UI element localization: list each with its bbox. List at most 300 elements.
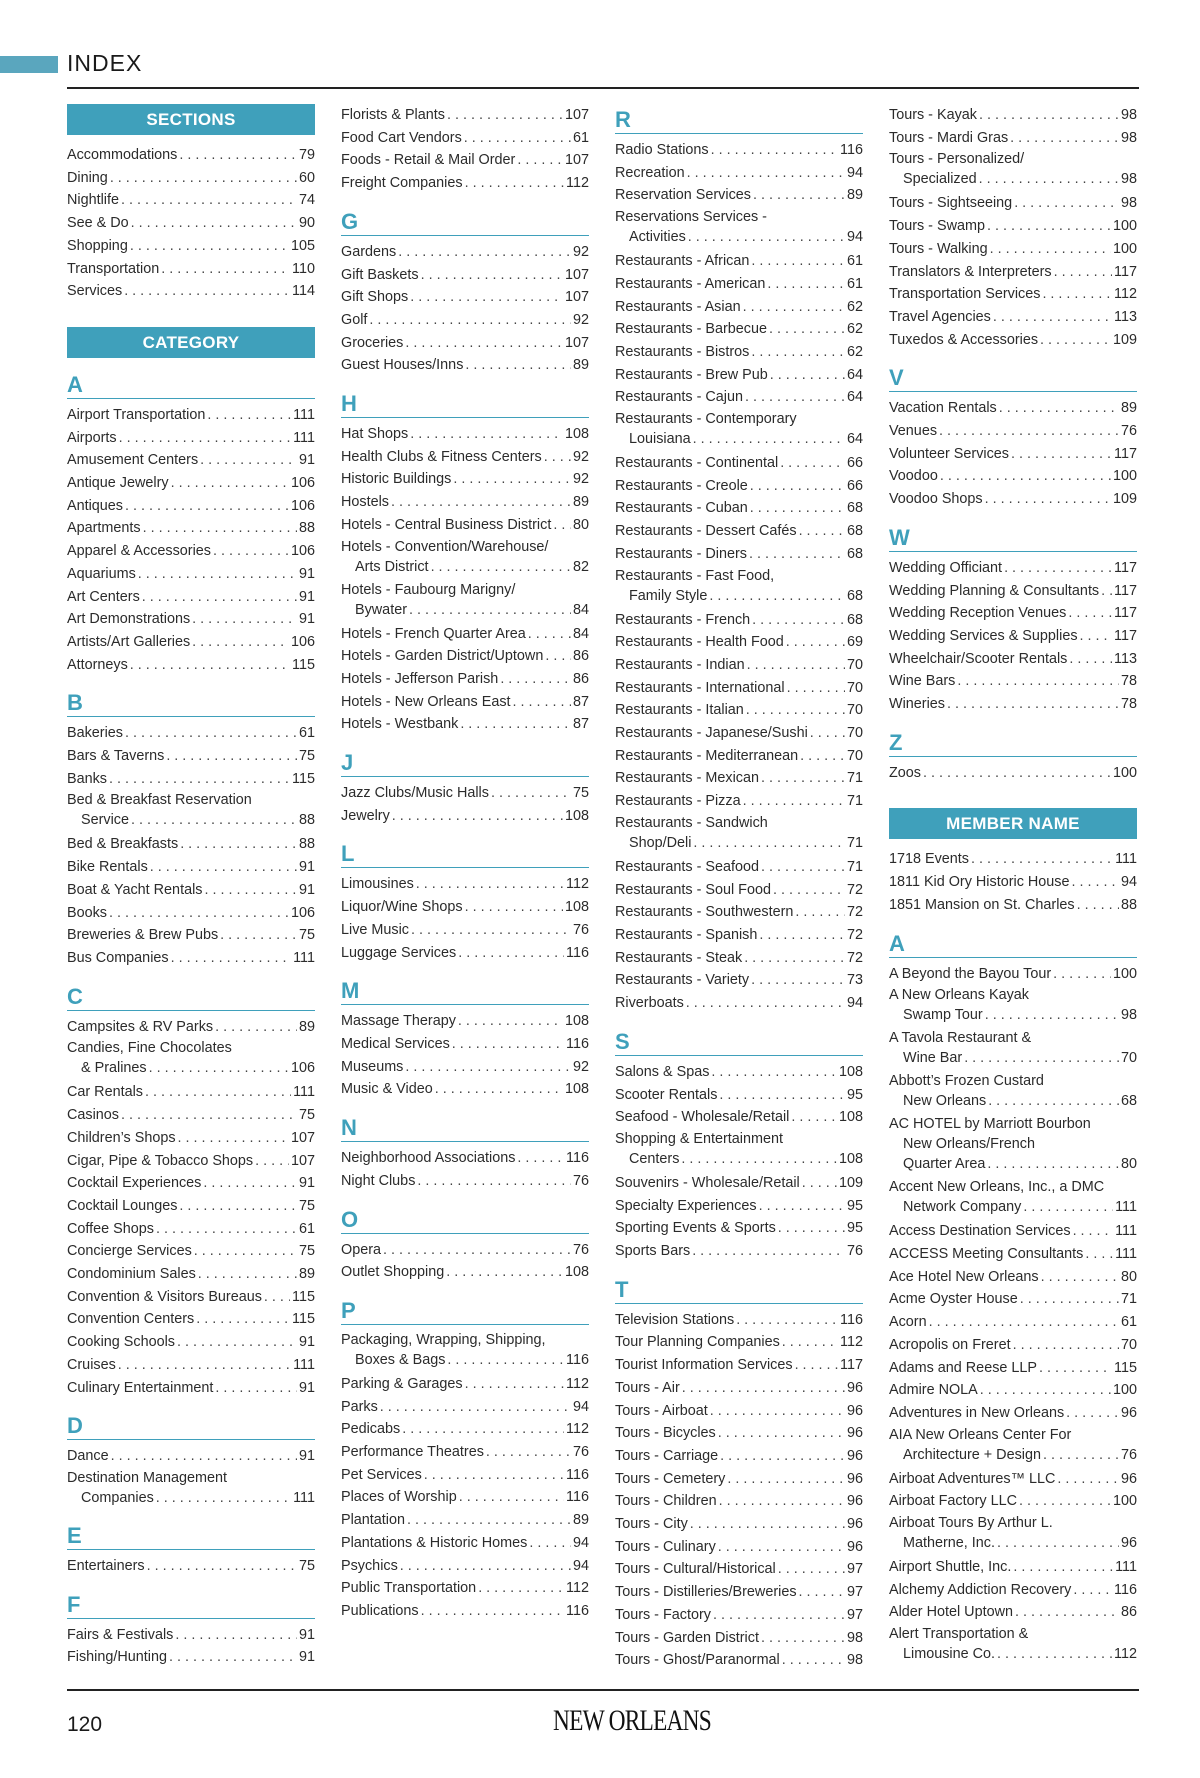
leader-dots xyxy=(118,1354,291,1377)
leader-dots xyxy=(751,969,845,992)
entry-name: Bars & Taverns xyxy=(67,748,165,765)
leader-dots xyxy=(744,947,845,970)
entry-name: Restaurants - Variety xyxy=(615,972,750,989)
entry-page: 105 xyxy=(290,237,315,254)
entry-name: Restaurants - Fast Food, xyxy=(615,567,775,584)
index-entry xyxy=(67,1263,315,1286)
letter-heading: N xyxy=(341,1114,589,1142)
leader-dots xyxy=(121,1104,297,1127)
index-entry xyxy=(615,1106,863,1129)
leader-dots xyxy=(1039,1357,1112,1380)
index-entry xyxy=(889,871,1137,894)
index-entry xyxy=(889,1468,1137,1491)
index-entry xyxy=(341,241,589,264)
entry-name: Neighborhood Associations xyxy=(341,1150,516,1167)
entry-name: A Tavola Restaurant & xyxy=(889,1030,1032,1047)
index-entry-multiline xyxy=(889,1624,1137,1665)
leader-dots xyxy=(1053,963,1111,986)
entry-page: 117 xyxy=(840,1357,863,1374)
index-entry xyxy=(615,722,863,745)
index-entry xyxy=(615,1149,863,1170)
entry-page: 108 xyxy=(838,1150,863,1167)
leader-dots xyxy=(178,1127,289,1150)
leader-dots xyxy=(782,1649,845,1672)
entry-name: Cooking Schools xyxy=(67,1334,175,1351)
entry-name: Tour Planning Companies xyxy=(615,1334,780,1351)
entry-page: 71 xyxy=(846,858,863,875)
entry-name: Hotels - Convention/Warehouse/ xyxy=(341,538,549,555)
entry-name: Tours - Ghost/Paranormal xyxy=(615,1652,780,1669)
leader-dots xyxy=(1073,1579,1112,1602)
entry-page: 61 xyxy=(298,725,315,742)
entry-page: 98 xyxy=(1120,1007,1137,1024)
leader-dots xyxy=(720,1445,845,1468)
leader-dots xyxy=(465,172,564,195)
leader-dots xyxy=(997,1644,1112,1665)
entry-name: Limousine Co. xyxy=(903,1646,995,1663)
leader-dots xyxy=(750,497,845,520)
letter-heading: F xyxy=(67,1591,315,1619)
entry-name: Wedding Services & Supplies xyxy=(889,627,1078,644)
entry-page: 94 xyxy=(572,1534,589,1551)
entry-name: Amusement Centers xyxy=(67,452,199,469)
entry-name: Shopping xyxy=(67,237,128,254)
entry-name: Tours - Distilleries/Breweries xyxy=(615,1584,797,1601)
entry-page: 91 xyxy=(298,1626,315,1643)
entry-name: Public Transportation xyxy=(341,1580,477,1597)
leader-dots xyxy=(923,762,1111,785)
entry-name: Entertainers xyxy=(67,1557,145,1574)
index-entry xyxy=(67,1646,315,1669)
letter-heading: S xyxy=(615,1028,863,1056)
index-entry xyxy=(615,1468,863,1491)
index-entry xyxy=(341,1056,589,1079)
entry-page: 113 xyxy=(1114,308,1137,325)
entry-name: Airport Shuttle, Inc. xyxy=(889,1559,1012,1576)
index-entry xyxy=(615,992,863,1015)
entry-name: Wedding Reception Venues xyxy=(889,605,1067,622)
index-entry xyxy=(67,517,315,540)
leader-dots xyxy=(786,631,845,654)
index-entry xyxy=(615,296,863,319)
index-entry-multiline xyxy=(615,207,863,248)
leader-dots xyxy=(999,397,1119,420)
entry-name: Apparel & Accessories xyxy=(67,543,211,560)
entry-name: Children’s Shops xyxy=(67,1129,176,1146)
letter-heading: M xyxy=(341,977,589,1005)
leader-dots xyxy=(800,745,845,768)
index-entry xyxy=(615,745,863,768)
index-entry xyxy=(615,609,863,632)
leader-dots xyxy=(446,1261,563,1284)
entry-page: 82 xyxy=(572,558,589,575)
entry-name: Hostels xyxy=(341,494,389,511)
entry-page: 96 xyxy=(1120,1470,1137,1487)
entry-name: Services xyxy=(67,283,123,300)
entry-page: 75 xyxy=(572,785,589,802)
leader-dots xyxy=(109,768,290,791)
leader-dots xyxy=(424,1464,564,1487)
entry-page: 100 xyxy=(1112,218,1137,235)
leader-dots xyxy=(799,520,845,543)
entry-page: 75 xyxy=(298,1557,315,1574)
leader-dots xyxy=(110,167,297,190)
index-entry xyxy=(615,833,863,854)
leader-dots xyxy=(1013,1334,1119,1357)
entry-name: Tourist Information Services xyxy=(615,1357,793,1374)
leader-dots xyxy=(778,1558,845,1581)
entry-name: Shop/Deli xyxy=(629,834,692,851)
entry-name: Restaurants - Mediterranean xyxy=(615,747,799,764)
entry-page: 112 xyxy=(566,1375,589,1392)
leader-dots xyxy=(988,1091,1119,1112)
index-entry xyxy=(67,1488,315,1509)
entry-name: Restaurants - Mexican xyxy=(615,770,759,787)
entry-page: 71 xyxy=(846,770,863,787)
entry-page: 106 xyxy=(290,904,315,921)
index-entry xyxy=(67,654,315,677)
index-entry xyxy=(67,1331,315,1354)
entry-name: Zoos xyxy=(889,764,921,781)
leader-dots xyxy=(749,543,845,566)
entry-page: 108 xyxy=(564,1013,589,1030)
leader-dots xyxy=(166,745,297,768)
leader-dots xyxy=(693,429,845,450)
leader-dots xyxy=(746,699,845,722)
entry-page: 70 xyxy=(1120,1050,1137,1067)
entry-page: 68 xyxy=(846,545,863,562)
entry-page: 113 xyxy=(1114,650,1137,667)
leader-dots xyxy=(198,1263,297,1286)
leader-dots xyxy=(719,1490,845,1513)
entry-page: 109 xyxy=(838,1174,863,1191)
leader-dots xyxy=(156,1218,297,1241)
leader-dots xyxy=(778,1217,845,1240)
entry-name: Coffee Shops xyxy=(67,1220,154,1237)
leader-dots xyxy=(380,1396,571,1419)
index-entry xyxy=(341,468,589,491)
index-entry xyxy=(615,184,863,207)
index-entry xyxy=(341,332,589,355)
entry-name: Tours - Cemetery xyxy=(615,1470,726,1487)
leader-dots xyxy=(131,212,297,235)
entry-page: 62 xyxy=(846,343,863,360)
index-entry-multiline xyxy=(341,580,589,621)
index-entry xyxy=(615,429,863,450)
index-entry xyxy=(889,127,1137,150)
index-entry xyxy=(341,942,589,965)
entry-page: 112 xyxy=(566,175,589,192)
entry-name: Tours - Personalized/ xyxy=(889,151,1025,168)
index-entry xyxy=(67,1445,315,1468)
entry-page: 117 xyxy=(1114,263,1137,280)
entry-name: Banks xyxy=(67,770,107,787)
index-entry xyxy=(615,1445,863,1468)
leader-dots xyxy=(125,722,297,745)
index-entry xyxy=(615,475,863,498)
entry-name: Live Music xyxy=(341,921,409,938)
entry-page: 89 xyxy=(1120,400,1137,417)
index-entry-multiline xyxy=(889,1114,1137,1175)
index-entry xyxy=(615,520,863,543)
entry-name: Aquariums xyxy=(67,565,136,582)
leader-dots xyxy=(743,296,845,319)
leader-dots xyxy=(124,280,290,303)
entry-page: 66 xyxy=(846,477,863,494)
letter-heading: E xyxy=(67,1522,315,1550)
index-entry xyxy=(341,1078,589,1101)
entry-name: Centers xyxy=(629,1150,680,1167)
leader-dots xyxy=(478,1577,564,1600)
leader-dots xyxy=(452,1033,564,1056)
index-entry xyxy=(615,586,863,607)
entry-page: 116 xyxy=(566,1602,589,1619)
leader-dots xyxy=(431,557,571,578)
index-entry xyxy=(615,1240,863,1263)
leader-dots xyxy=(1069,648,1112,671)
entry-name: Restaurants - American xyxy=(615,275,766,292)
index-entry xyxy=(341,805,589,828)
entry-name: Fairs & Festivals xyxy=(67,1626,174,1643)
entry-page: 76 xyxy=(572,1241,589,1258)
leader-dots xyxy=(447,1350,564,1371)
entry-page: 116 xyxy=(566,1466,589,1483)
index-entry xyxy=(67,902,315,925)
entry-name: Cocktail Experiences xyxy=(67,1175,202,1192)
index-entry xyxy=(67,833,315,856)
entry-name: Bus Companies xyxy=(67,949,169,966)
leader-dots xyxy=(971,848,1113,871)
index-entry xyxy=(889,192,1137,215)
leader-dots xyxy=(686,992,845,1015)
entry-page: 95 xyxy=(846,1086,863,1103)
entry-name: Wedding Officiant xyxy=(889,559,1003,576)
entry-name-cont: New Orleans/French xyxy=(903,1136,1035,1153)
index-entry xyxy=(67,472,315,495)
leader-dots xyxy=(465,1373,564,1396)
entry-name: Recreation xyxy=(615,164,685,181)
leader-dots xyxy=(1043,1445,1119,1466)
leader-dots xyxy=(761,1627,845,1650)
leader-dots xyxy=(987,1154,1119,1175)
leader-dots xyxy=(719,1084,845,1107)
index-entry xyxy=(615,364,863,387)
leader-dots xyxy=(150,856,297,879)
entry-page: 97 xyxy=(846,1584,863,1601)
leader-dots xyxy=(770,364,845,387)
index-column-3 xyxy=(615,104,863,1672)
entry-page: 94 xyxy=(572,1557,589,1574)
index-entry xyxy=(67,1286,315,1309)
entry-page: 108 xyxy=(564,426,589,443)
entry-page: 96 xyxy=(1120,1535,1137,1552)
entry-page: 112 xyxy=(566,1421,589,1438)
entry-name: Night Clubs xyxy=(341,1172,416,1189)
entry-name: Acme Oyster House xyxy=(889,1291,1018,1308)
leader-dots xyxy=(787,677,845,700)
entry-page: 92 xyxy=(572,471,589,488)
index-entry-multiline xyxy=(67,790,315,831)
leader-dots xyxy=(200,449,297,472)
index-entry xyxy=(341,104,589,127)
leader-dots xyxy=(681,1149,837,1170)
leader-dots xyxy=(727,1468,845,1491)
entry-page: 112 xyxy=(840,1334,863,1351)
entry-page: 98 xyxy=(846,1652,863,1669)
entry-name: Hotels - Faubourg Marigny/ xyxy=(341,581,516,598)
index-entry xyxy=(341,645,589,668)
entry-name: Medical Services xyxy=(341,1035,450,1052)
entry-name: Apartments xyxy=(67,520,141,537)
entry-name: Airboat Adventures™ LLC xyxy=(889,1470,1056,1487)
entry-page: 91 xyxy=(298,611,315,628)
leader-dots xyxy=(711,139,838,162)
entry-name: Vacation Rentals xyxy=(889,400,997,417)
leader-dots xyxy=(255,1150,289,1173)
entry-name: Florists & Plants xyxy=(341,107,445,123)
leader-dots xyxy=(1068,602,1112,625)
entry-name: Fishing/Hunting xyxy=(67,1649,167,1666)
index-entry xyxy=(615,1084,863,1107)
entry-page: 107 xyxy=(564,334,589,351)
entry-name: Historic Buildings xyxy=(341,471,452,488)
leader-dots xyxy=(460,713,571,736)
letter-heading: W xyxy=(889,524,1137,552)
entry-page: 76 xyxy=(572,1444,589,1461)
entry-name: Packaging, Wrapping, Shipping, xyxy=(341,1331,546,1348)
entry-name: Restaurants - Southwestern xyxy=(615,904,794,921)
entry-name: Groceries xyxy=(341,334,404,351)
entry-name: Pet Services xyxy=(341,1466,422,1483)
index-entry xyxy=(67,1624,315,1647)
index-entry xyxy=(889,215,1137,238)
entry-name: Car Rentals xyxy=(67,1084,143,1101)
entry-name: Dance xyxy=(67,1448,109,1465)
leader-dots xyxy=(769,318,845,341)
index-entry xyxy=(615,1604,863,1627)
header-rule xyxy=(67,87,1139,89)
index-entry xyxy=(67,631,315,654)
entry-name: Plantations & Historic Homes xyxy=(341,1534,528,1551)
leader-dots xyxy=(690,1513,845,1536)
letter-heading: V xyxy=(889,364,1137,392)
entry-page: 71 xyxy=(846,834,863,851)
leader-dots xyxy=(718,1536,845,1559)
leader-dots xyxy=(964,1048,1119,1069)
entry-name: Tours - Garden District xyxy=(615,1629,759,1646)
index-entry-multiline xyxy=(341,1330,589,1371)
entry-page: 116 xyxy=(1114,1581,1137,1598)
entry-page: 70 xyxy=(846,656,863,673)
entry-name: Gardens xyxy=(341,243,397,260)
entry-name: Convention & Visitors Bureaus xyxy=(67,1288,262,1305)
entry-page: 92 xyxy=(572,311,589,328)
leader-dots xyxy=(500,668,571,691)
index-entry xyxy=(615,1627,863,1650)
leader-dots xyxy=(121,189,297,212)
entry-page: 111 xyxy=(1115,1245,1137,1262)
index-entry xyxy=(67,1377,315,1400)
leader-dots xyxy=(993,306,1112,329)
index-entry xyxy=(341,1033,589,1056)
entry-name: Limousines xyxy=(341,876,414,893)
index-entry xyxy=(889,1154,1137,1175)
leader-dots xyxy=(402,1418,564,1441)
index-entry-multiline xyxy=(67,1038,315,1079)
index-entry xyxy=(615,924,863,947)
entry-name: Tours - Airboat xyxy=(615,1402,708,1419)
index-entry xyxy=(615,497,863,520)
entry-name: Restaurants - Sandwich xyxy=(615,814,768,831)
entry-page: 68 xyxy=(846,611,863,628)
entry-page: 109 xyxy=(1112,491,1137,508)
entry-page: 72 xyxy=(846,926,863,943)
entry-name: Health Clubs & Fitness Centers xyxy=(341,448,542,465)
entry-name: Restaurants - African xyxy=(615,253,750,270)
entry-page: 117 xyxy=(1114,582,1137,599)
entry-page: 100 xyxy=(1112,965,1137,982)
index-entry-multiline xyxy=(67,1468,315,1509)
entry-name: Foods - Retail & Mail Order xyxy=(341,152,516,169)
leader-dots xyxy=(1014,192,1119,215)
entry-name: Guest Houses/Inns xyxy=(341,357,464,374)
leader-dots xyxy=(458,1010,563,1033)
entry-page: 94 xyxy=(846,164,863,181)
index-entry xyxy=(615,139,863,162)
entry-page: 70 xyxy=(846,679,863,696)
entry-page: 112 xyxy=(1114,1646,1137,1663)
index-entry xyxy=(67,1240,315,1263)
entry-page: 70 xyxy=(846,747,863,764)
entry-page: 87 xyxy=(572,716,589,733)
index-entry xyxy=(889,420,1137,443)
letter-heading: C xyxy=(67,983,315,1011)
entry-page: 100 xyxy=(1112,764,1137,781)
entry-page: 96 xyxy=(846,1402,863,1419)
entry-page: 115 xyxy=(1114,1359,1137,1376)
index-entry xyxy=(889,169,1137,190)
entry-page: 106 xyxy=(290,543,315,560)
entry-page: 76 xyxy=(572,1172,589,1189)
leader-dots xyxy=(713,1604,845,1627)
index-entry xyxy=(67,1104,315,1127)
index-entry xyxy=(67,258,315,281)
entry-page: 115 xyxy=(292,1288,315,1305)
index-entry xyxy=(615,631,863,654)
entry-name: Airboat Factory LLC xyxy=(889,1493,1017,1510)
entry-name: Tours - City xyxy=(615,1516,688,1533)
entry-name: Restaurants - Steak xyxy=(615,949,743,966)
entry-name: Wedding Planning & Consultants xyxy=(889,582,1100,599)
leader-dots xyxy=(435,1078,563,1101)
index-entry xyxy=(67,1081,315,1104)
entry-page: 60 xyxy=(298,169,315,186)
brand-logo: NEW ORLEANS xyxy=(553,1704,712,1737)
entry-name: Specialized xyxy=(903,171,977,188)
entry-name: Restaurants - Health Food xyxy=(615,634,784,651)
entry-name: Adams and Reese LLP xyxy=(889,1359,1037,1376)
entry-name: Tours - Walking xyxy=(889,240,988,257)
entry-page: 62 xyxy=(846,321,863,338)
entry-name: Transportation Services xyxy=(889,286,1041,303)
entry-page: 61 xyxy=(846,253,863,270)
leader-dots xyxy=(687,162,845,185)
index-entry xyxy=(889,1402,1137,1425)
index-entry xyxy=(889,1357,1137,1380)
entry-page: 80 xyxy=(1120,1156,1137,1173)
footer-rule xyxy=(67,1689,1139,1691)
leader-dots xyxy=(987,215,1111,238)
